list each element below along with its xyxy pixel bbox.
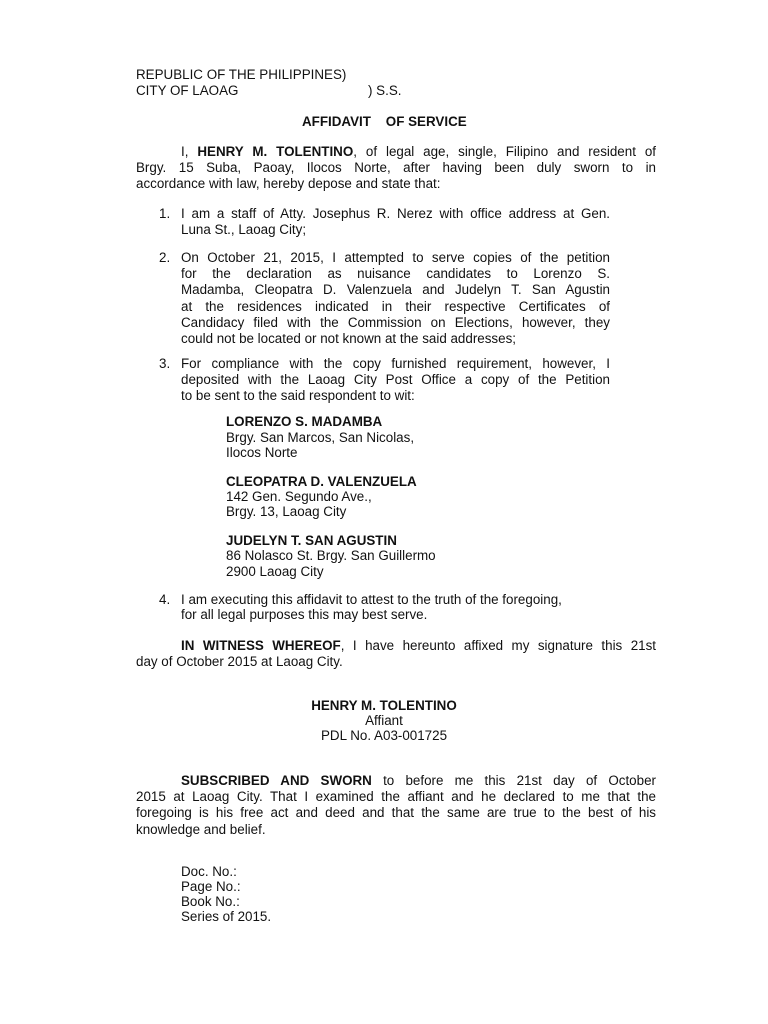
- respondent-name: LORENZO S. MADAMBA: [226, 414, 383, 429]
- jurat-line-4: knowledge and belief.: [136, 821, 266, 837]
- intro-line-1: [136, 144, 656, 160]
- witness-line-1: [136, 638, 656, 654]
- respondent-address-line: Ilocos Norte: [226, 445, 298, 460]
- notarial-doc: Doc. No.:: [181, 864, 237, 879]
- item-2-line: for the declaration as nuisance candidates to Lorenzo S.: [181, 266, 610, 282]
- header-city: CITY OF LAOAG: [136, 83, 239, 98]
- item-1-number: 1.: [159, 206, 171, 221]
- item-2-number: 2.: [159, 250, 171, 265]
- respondent-address-line: 2900 Laoag City: [226, 564, 324, 579]
- item-2-line: Candidacy filed with the Commission on Elections, however, they: [181, 314, 610, 330]
- witness-line-1-rest: , I have hereunto affixed my signature this 21st: [340, 638, 656, 653]
- document-title: AFFIDAVIT OF SERVICE: [302, 114, 467, 129]
- item-1-line: I am a staff of Atty. Josephus R. Nerez with office address at Gen.: [181, 206, 610, 221]
- item-2-text: [181, 250, 610, 347]
- item-3-line: to be sent to the said respondent to wit:: [181, 388, 415, 404]
- witness-bold: IN WITNESS WHEREOF: [181, 638, 341, 653]
- witness-paragraph: [136, 638, 656, 670]
- item-4-number: 4.: [159, 592, 171, 607]
- notarial-series: Series of 2015.: [181, 909, 272, 924]
- item-1-text: [181, 206, 610, 238]
- item-2-line: Madamba, Cleopatra D. Valenzuela and Judelyn T. San Agustin: [181, 282, 610, 298]
- jurat-line-2: 2015 at Laoag City. That I examined the affiant and he declared to me that the: [136, 789, 656, 805]
- signature-pdl: PDL No. A03-001725: [320, 728, 448, 743]
- signature-name: HENRY M. TOLENTINO: [311, 698, 457, 713]
- item-3-text: [181, 356, 610, 405]
- respondent-name: JUDELYN T. SAN AGUSTIN: [226, 533, 397, 548]
- intro-prefix: I,: [181, 144, 198, 159]
- jurat-line-3: foregoing is his free act and deed and that the same are true to the best of his: [136, 805, 656, 821]
- jurat-bold: SUBSCRIBED AND SWORN: [181, 773, 372, 788]
- item-3-line: For compliance with the copy furnished requirement, however, I: [181, 356, 610, 371]
- item-2-line: could not be located or not known at the said addresses;: [181, 331, 516, 347]
- item-3-line: deposited with the Laoag City Post Office a copy of the Petition: [181, 372, 610, 388]
- item-2-line: at the residences indicated in their respective Certificates of: [181, 298, 610, 314]
- signature-role: Affiant: [365, 713, 403, 728]
- header-republic: REPUBLIC OF THE PHILIPPINES): [136, 67, 347, 82]
- respondent-address-line: Brgy. 13, Laoag City: [226, 504, 347, 519]
- affiant-name-inline: HENRY M. TOLENTINO: [197, 144, 354, 159]
- intro-paragraph: [136, 144, 656, 193]
- intro-line-3: accordance with law, hereby depose and state that:: [136, 176, 441, 192]
- jurat-paragraph: [136, 773, 656, 838]
- notarial-page: Page No.:: [181, 879, 241, 894]
- respondent-name: CLEOPATRA D. VALENZUELA: [226, 474, 417, 489]
- intro-line-2: Brgy. 15 Suba, Paoay, Ilocos Norte, after having been duly sworn to in: [136, 160, 656, 176]
- item-3-number: 3.: [159, 356, 171, 371]
- respondent-address-line: 86 Nolasco St. Brgy. San Guillermo: [226, 548, 436, 563]
- item-4-line: I am executing this affidavit to attest to the truth of the foregoing,: [181, 592, 562, 607]
- respondent-address-line: 142 Gen. Segundo Ave.,: [226, 489, 372, 504]
- jurat-line-1-rest: to before me this 21st day of October: [371, 773, 656, 788]
- item-2-line: On October 21, 2015, I attempted to serve copies of the petition: [181, 250, 610, 265]
- witness-line-2: day of October 2015 at Laoag City.: [136, 654, 343, 670]
- intro-line-1-rest: , of legal age, single, Filipino and resident of: [353, 144, 656, 159]
- jurat-line-1: [136, 773, 656, 789]
- item-4-line: for all legal purposes this may best serve.: [181, 607, 428, 622]
- header-ss: ) S.S.: [368, 83, 402, 98]
- notarial-book: Book No.:: [181, 894, 240, 909]
- item-1-line: Luna St., Laoag City;: [181, 222, 307, 238]
- respondent-address-line: Brgy. San Marcos, San Nicolas,: [226, 430, 415, 445]
